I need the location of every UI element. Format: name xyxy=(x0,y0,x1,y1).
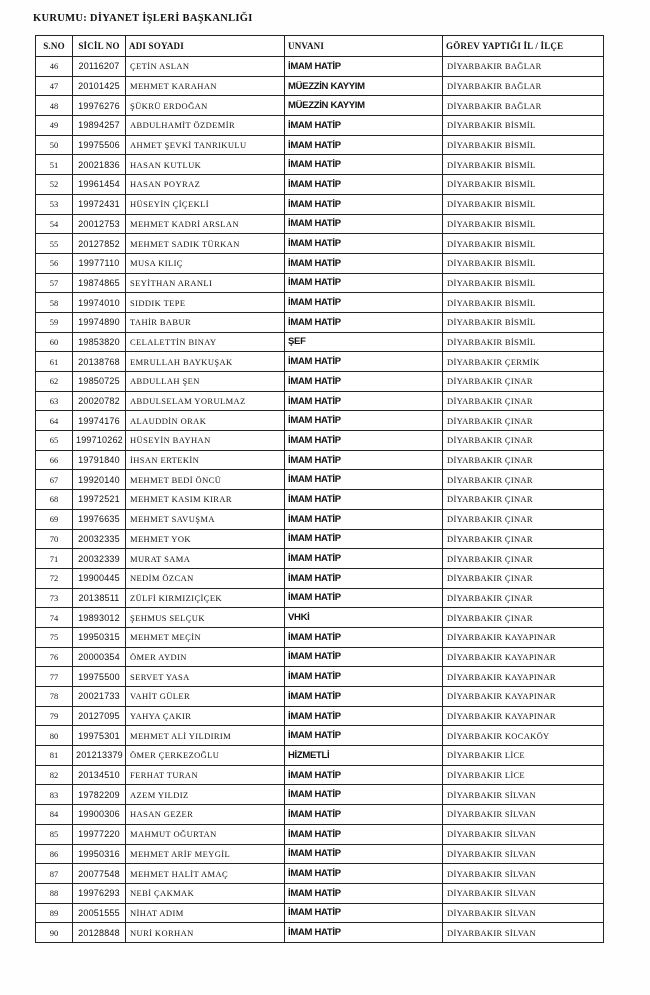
cell-adi-soyadi: MEHMET KARAHAN xyxy=(126,76,285,96)
cell-adi-soyadi: ABDULSELAM YORULMAZ xyxy=(126,391,285,411)
cell-sno: 71 xyxy=(36,549,73,569)
cell-adi-soyadi: MEHMET MEÇİN xyxy=(126,627,285,647)
table-row xyxy=(36,214,604,234)
cell-unvani: İMAM HATİP xyxy=(285,490,443,510)
cell-adi-soyadi: HÜSEYİN BAYHAN xyxy=(126,431,285,451)
cell-sicil-no: 19975506 xyxy=(73,135,126,155)
cell-sno: 62 xyxy=(36,372,73,392)
personnel-table-body xyxy=(36,57,604,943)
cell-sno: 64 xyxy=(36,411,73,431)
table-row xyxy=(36,529,604,549)
cell-gorev-il-ilce: DİYARBAKIR KAYAPINAR xyxy=(443,667,604,687)
cell-gorev-il-ilce: DİYARBAKIR BİSMİL xyxy=(443,214,604,234)
cell-gorev-il-ilce: DİYARBAKIR SİLVAN xyxy=(443,805,604,825)
cell-sno: 66 xyxy=(36,450,73,470)
cell-sicil-no: 19850725 xyxy=(73,372,126,392)
table-row xyxy=(36,293,604,313)
header-adi-soyadi: ADI SOYADI xyxy=(126,36,285,57)
cell-unvani: İMAM HATİP xyxy=(285,923,443,943)
cell-gorev-il-ilce: DİYARBAKIR BİSMİL xyxy=(443,273,604,293)
cell-sicil-no: 20138511 xyxy=(73,588,126,608)
cell-sno: 69 xyxy=(36,509,73,529)
cell-gorev-il-ilce: DİYARBAKIR SİLVAN xyxy=(443,785,604,805)
cell-gorev-il-ilce: DİYARBAKIR BİSMİL xyxy=(443,155,604,175)
cell-sicil-no: 19950315 xyxy=(73,627,126,647)
cell-adi-soyadi: HASAN KUTLUK xyxy=(126,155,285,175)
cell-gorev-il-ilce: DİYARBAKIR ÇINAR xyxy=(443,608,604,628)
table-row xyxy=(36,155,604,175)
cell-sno: 72 xyxy=(36,568,73,588)
cell-adi-soyadi: ABDULLAH ŞEN xyxy=(126,372,285,392)
cell-gorev-il-ilce: DİYARBAKIR ÇINAR xyxy=(443,391,604,411)
table-row xyxy=(36,234,604,254)
cell-gorev-il-ilce: DİYARBAKIR KAYAPINAR xyxy=(443,706,604,726)
cell-sno: 48 xyxy=(36,96,73,116)
cell-adi-soyadi: MEHMET HALİT AMAÇ xyxy=(126,864,285,884)
cell-unvani: İMAM HATİP xyxy=(285,844,443,864)
cell-sicil-no: 201213379 xyxy=(73,746,126,766)
cell-unvani: İMAM HATİP xyxy=(285,253,443,273)
cell-unvani: İMAM HATİP xyxy=(285,470,443,490)
header-row xyxy=(36,36,604,57)
cell-sicil-no: 19950316 xyxy=(73,844,126,864)
cell-unvani: İMAM HATİP xyxy=(285,293,443,313)
table-row xyxy=(36,883,604,903)
table-row xyxy=(36,372,604,392)
cell-unvani: İMAM HATİP xyxy=(285,549,443,569)
cell-sicil-no: 20020782 xyxy=(73,391,126,411)
cell-sicil-no: 19977220 xyxy=(73,824,126,844)
cell-unvani: İMAM HATİP xyxy=(285,765,443,785)
cell-sicil-no: 19976276 xyxy=(73,96,126,116)
cell-sno: 81 xyxy=(36,746,73,766)
table-row xyxy=(36,706,604,726)
cell-sicil-no: 19791840 xyxy=(73,450,126,470)
table-row xyxy=(36,726,604,746)
cell-unvani: MÜEZZİN KAYYIM xyxy=(285,96,443,116)
cell-sno: 56 xyxy=(36,253,73,273)
cell-adi-soyadi: SIDDIK TEPE xyxy=(126,293,285,313)
cell-gorev-il-ilce: DİYARBAKIR BİSMİL xyxy=(443,175,604,195)
cell-sicil-no: 19782209 xyxy=(73,785,126,805)
cell-unvani: İMAM HATİP xyxy=(285,824,443,844)
cell-sno: 52 xyxy=(36,175,73,195)
table-row xyxy=(36,746,604,766)
cell-sno: 83 xyxy=(36,785,73,805)
cell-gorev-il-ilce: DİYARBAKIR ÇINAR xyxy=(443,470,604,490)
cell-sno: 55 xyxy=(36,234,73,254)
header-unvani: UNVANI xyxy=(285,36,443,57)
cell-sno: 61 xyxy=(36,352,73,372)
cell-sno: 50 xyxy=(36,135,73,155)
cell-sicil-no: 19900306 xyxy=(73,805,126,825)
cell-gorev-il-ilce: DİYARBAKIR ÇINAR xyxy=(443,450,604,470)
cell-sicil-no: 20032339 xyxy=(73,549,126,569)
cell-adi-soyadi: CELALETTİN BINAY xyxy=(126,332,285,352)
cell-sicil-no: 19976293 xyxy=(73,883,126,903)
cell-unvani: İMAM HATİP xyxy=(285,155,443,175)
cell-unvani: İMAM HATİP xyxy=(285,687,443,707)
table-row xyxy=(36,687,604,707)
cell-sno: 85 xyxy=(36,824,73,844)
cell-unvani: İMAM HATİP xyxy=(285,431,443,451)
cell-adi-soyadi: ALAUDDİN ORAK xyxy=(126,411,285,431)
cell-sno: 77 xyxy=(36,667,73,687)
cell-sno: 58 xyxy=(36,293,73,313)
cell-sno: 53 xyxy=(36,194,73,214)
table-row xyxy=(36,352,604,372)
cell-unvani: İMAM HATİP xyxy=(285,903,443,923)
table-row xyxy=(36,667,604,687)
cell-sicil-no: 19894257 xyxy=(73,116,126,136)
cell-sicil-no: 19974176 xyxy=(73,411,126,431)
cell-unvani: İMAM HATİP xyxy=(285,194,443,214)
cell-unvani: İMAM HATİP xyxy=(285,627,443,647)
cell-adi-soyadi: MEHMET SADIK TÜRKAN xyxy=(126,234,285,254)
table-row xyxy=(36,608,604,628)
cell-sno: 46 xyxy=(36,57,73,77)
cell-gorev-il-ilce: DİYARBAKIR BAĞLAR xyxy=(443,96,604,116)
table-row xyxy=(36,588,604,608)
cell-sicil-no: 20138768 xyxy=(73,352,126,372)
cell-sicil-no: 20021733 xyxy=(73,687,126,707)
cell-sno: 49 xyxy=(36,116,73,136)
cell-sicil-no: 20116207 xyxy=(73,57,126,77)
cell-gorev-il-ilce: DİYARBAKIR BAĞLAR xyxy=(443,76,604,96)
cell-sicil-no: 19977110 xyxy=(73,253,126,273)
cell-sicil-no: 19900445 xyxy=(73,568,126,588)
cell-gorev-il-ilce: DİYARBAKIR SİLVAN xyxy=(443,923,604,943)
cell-sno: 74 xyxy=(36,608,73,628)
cell-adi-soyadi: MUSA KILIÇ xyxy=(126,253,285,273)
cell-sno: 75 xyxy=(36,627,73,647)
cell-sicil-no: 19920140 xyxy=(73,470,126,490)
table-row xyxy=(36,411,604,431)
table-row xyxy=(36,627,604,647)
cell-sicil-no: 19974890 xyxy=(73,312,126,332)
cell-gorev-il-ilce: DİYARBAKIR BİSMİL xyxy=(443,253,604,273)
cell-unvani: İMAM HATİP xyxy=(285,529,443,549)
cell-unvani: İMAM HATİP xyxy=(285,175,443,195)
cell-unvani: İMAM HATİP xyxy=(285,568,443,588)
cell-sno: 68 xyxy=(36,490,73,510)
cell-adi-soyadi: SEYİTHAN ARANLI xyxy=(126,273,285,293)
cell-gorev-il-ilce: DİYARBAKIR KAYAPINAR xyxy=(443,687,604,707)
cell-adi-soyadi: ŞÜKRÜ ERDOĞAN xyxy=(126,96,285,116)
cell-sno: 59 xyxy=(36,312,73,332)
cell-adi-soyadi: ÇETİN ASLAN xyxy=(126,57,285,77)
cell-gorev-il-ilce: DİYARBAKIR BİSMİL xyxy=(443,116,604,136)
table-row xyxy=(36,844,604,864)
cell-sno: 86 xyxy=(36,844,73,864)
cell-sicil-no: 19853820 xyxy=(73,332,126,352)
cell-sicil-no: 20077548 xyxy=(73,864,126,884)
cell-adi-soyadi: HASAN POYRAZ xyxy=(126,175,285,195)
cell-sicil-no: 20000354 xyxy=(73,647,126,667)
table-row xyxy=(36,568,604,588)
cell-unvani: İMAM HATİP xyxy=(285,647,443,667)
cell-unvani: İMAM HATİP xyxy=(285,450,443,470)
cell-unvani: İMAM HATİP xyxy=(285,135,443,155)
cell-adi-soyadi: NEBİ ÇAKMAK xyxy=(126,883,285,903)
table-row xyxy=(36,76,604,96)
cell-gorev-il-ilce: DİYARBAKIR BİSMİL xyxy=(443,135,604,155)
cell-gorev-il-ilce: DİYARBAKIR ÇINAR xyxy=(443,431,604,451)
table-row xyxy=(36,175,604,195)
cell-unvani: İMAM HATİP xyxy=(285,214,443,234)
cell-sicil-no: 20012753 xyxy=(73,214,126,234)
cell-sicil-no: 20101425 xyxy=(73,76,126,96)
table-row xyxy=(36,923,604,943)
table-row xyxy=(36,549,604,569)
cell-sicil-no: 20051555 xyxy=(73,903,126,923)
cell-adi-soyadi: MAHMUT OĞURTAN xyxy=(126,824,285,844)
cell-adi-soyadi: ÖMER AYDIN xyxy=(126,647,285,667)
cell-gorev-il-ilce: DİYARBAKIR ÇINAR xyxy=(443,549,604,569)
cell-gorev-il-ilce: DİYARBAKIR ÇINAR xyxy=(443,588,604,608)
cell-sno: 73 xyxy=(36,588,73,608)
cell-sicil-no: 19874865 xyxy=(73,273,126,293)
personnel-table-header xyxy=(36,36,604,57)
cell-sno: 51 xyxy=(36,155,73,175)
cell-sno: 60 xyxy=(36,332,73,352)
cell-unvani: İMAM HATİP xyxy=(285,116,443,136)
cell-sno: 65 xyxy=(36,431,73,451)
cell-sno: 84 xyxy=(36,805,73,825)
table-row xyxy=(36,312,604,332)
cell-sicil-no: 19972521 xyxy=(73,490,126,510)
cell-unvani: İMAM HATİP xyxy=(285,509,443,529)
table-row xyxy=(36,470,604,490)
cell-adi-soyadi: AHMET ŞEVKİ TANRIKULU xyxy=(126,135,285,155)
cell-gorev-il-ilce: DİYARBAKIR BİSMİL xyxy=(443,293,604,313)
cell-sicil-no: 20127852 xyxy=(73,234,126,254)
cell-adi-soyadi: HASAN GEZER xyxy=(126,805,285,825)
header-sicil-no: SİCİL NO xyxy=(73,36,126,57)
cell-gorev-il-ilce: DİYARBAKIR ÇERMİK xyxy=(443,352,604,372)
cell-unvani: İMAM HATİP xyxy=(285,667,443,687)
cell-adi-soyadi: HÜSEYİN ÇİÇEKLİ xyxy=(126,194,285,214)
table-row xyxy=(36,785,604,805)
table-row xyxy=(36,116,604,136)
cell-sno: 88 xyxy=(36,883,73,903)
cell-sno: 82 xyxy=(36,765,73,785)
cell-gorev-il-ilce: DİYARBAKIR SİLVAN xyxy=(443,903,604,923)
cell-gorev-il-ilce: DİYARBAKIR ÇINAR xyxy=(443,568,604,588)
cell-gorev-il-ilce: DİYARBAKIR LİCE xyxy=(443,765,604,785)
cell-adi-soyadi: MEHMET ALİ YILDIRIM xyxy=(126,726,285,746)
table-row xyxy=(36,903,604,923)
cell-adi-soyadi: NEDİM ÖZCAN xyxy=(126,568,285,588)
cell-unvani: İMAM HATİP xyxy=(285,883,443,903)
cell-sno: 78 xyxy=(36,687,73,707)
cell-sicil-no: 20127095 xyxy=(73,706,126,726)
cell-adi-soyadi: MEHMET BEDİ ÖNCÜ xyxy=(126,470,285,490)
cell-adi-soyadi: SERVET YASA xyxy=(126,667,285,687)
cell-adi-soyadi: YAHYA ÇAKIR xyxy=(126,706,285,726)
cell-sicil-no: 20021836 xyxy=(73,155,126,175)
cell-unvani: MÜEZZİN KAYYIM xyxy=(285,76,443,96)
cell-adi-soyadi: MEHMET YOK xyxy=(126,529,285,549)
cell-gorev-il-ilce: DİYARBAKIR BAĞLAR xyxy=(443,57,604,77)
cell-unvani: İMAM HATİP xyxy=(285,706,443,726)
cell-unvani: İMAM HATİP xyxy=(285,411,443,431)
cell-gorev-il-ilce: DİYARBAKIR BİSMİL xyxy=(443,332,604,352)
table-row xyxy=(36,391,604,411)
cell-sno: 80 xyxy=(36,726,73,746)
cell-sno: 76 xyxy=(36,647,73,667)
cell-unvani: İMAM HATİP xyxy=(285,234,443,254)
personnel-table xyxy=(35,35,604,943)
cell-adi-soyadi: MEHMET KASIM KIRAR xyxy=(126,490,285,510)
cell-sno: 54 xyxy=(36,214,73,234)
cell-unvani: İMAM HATİP xyxy=(285,352,443,372)
cell-adi-soyadi: NİHAT ADIM xyxy=(126,903,285,923)
cell-adi-soyadi: MEHMET SAVUŞMA xyxy=(126,509,285,529)
cell-gorev-il-ilce: DİYARBAKIR ÇINAR xyxy=(443,509,604,529)
table-row xyxy=(36,765,604,785)
table-row xyxy=(36,135,604,155)
cell-sicil-no: 20134510 xyxy=(73,765,126,785)
cell-sno: 70 xyxy=(36,529,73,549)
cell-adi-soyadi: VAHİT GÜLER xyxy=(126,687,285,707)
cell-adi-soyadi: MURAT SAMA xyxy=(126,549,285,569)
cell-adi-soyadi: İHSAN ERTEKİN xyxy=(126,450,285,470)
table-row xyxy=(36,647,604,667)
cell-gorev-il-ilce: DİYARBAKIR KAYAPINAR xyxy=(443,627,604,647)
cell-unvani: İMAM HATİP xyxy=(285,372,443,392)
cell-unvani: İMAM HATİP xyxy=(285,273,443,293)
cell-gorev-il-ilce: DİYARBAKIR BİSMİL xyxy=(443,312,604,332)
cell-unvani: İMAM HATİP xyxy=(285,864,443,884)
cell-sno: 47 xyxy=(36,76,73,96)
header-gorev-il-ilce: GÖREV YAPTIĞI İL / İLÇE xyxy=(443,36,604,57)
table-row xyxy=(36,509,604,529)
table-row xyxy=(36,332,604,352)
cell-sicil-no: 19975500 xyxy=(73,667,126,687)
cell-gorev-il-ilce: DİYARBAKIR SİLVAN xyxy=(443,883,604,903)
cell-unvani: İMAM HATİP xyxy=(285,785,443,805)
cell-sicil-no: 19974010 xyxy=(73,293,126,313)
cell-adi-soyadi: ŞEHMUS SELÇUK xyxy=(126,608,285,628)
cell-sicil-no: 19972431 xyxy=(73,194,126,214)
table-row xyxy=(36,805,604,825)
cell-sicil-no: 19961454 xyxy=(73,175,126,195)
cell-adi-soyadi: ÖMER ÇERKEZOĞLU xyxy=(126,746,285,766)
cell-sno: 57 xyxy=(36,273,73,293)
cell-sno: 87 xyxy=(36,864,73,884)
header-sno: S.NO xyxy=(36,36,73,57)
cell-sicil-no: 20128848 xyxy=(73,923,126,943)
kurum-title: KURUMU: DİYANET İŞLERİ BAŞKANLIĞI xyxy=(33,13,253,24)
cell-unvani: İMAM HATİP xyxy=(285,805,443,825)
cell-sno: 63 xyxy=(36,391,73,411)
cell-unvani: İMAM HATİP xyxy=(285,391,443,411)
cell-sno: 67 xyxy=(36,470,73,490)
cell-adi-soyadi: NURİ KORHAN xyxy=(126,923,285,943)
cell-sicil-no: 20032335 xyxy=(73,529,126,549)
cell-adi-soyadi: FERHAT TURAN xyxy=(126,765,285,785)
cell-adi-soyadi: EMRULLAH BAYKUŞAK xyxy=(126,352,285,372)
cell-gorev-il-ilce: DİYARBAKIR BİSMİL xyxy=(443,234,604,254)
cell-sno: 89 xyxy=(36,903,73,923)
cell-gorev-il-ilce: DİYARBAKIR BİSMİL xyxy=(443,194,604,214)
cell-sicil-no: 19975301 xyxy=(73,726,126,746)
cell-unvani: İMAM HATİP xyxy=(285,312,443,332)
cell-sno: 90 xyxy=(36,923,73,943)
table-row xyxy=(36,824,604,844)
cell-gorev-il-ilce: DİYARBAKIR SİLVAN xyxy=(443,864,604,884)
cell-gorev-il-ilce: DİYARBAKIR ÇINAR xyxy=(443,372,604,392)
table-row xyxy=(36,450,604,470)
cell-sicil-no: 199710262 xyxy=(73,431,126,451)
cell-gorev-il-ilce: DİYARBAKIR SİLVAN xyxy=(443,844,604,864)
cell-adi-soyadi: ZÜLFİ KIRMIZIÇİÇEK xyxy=(126,588,285,608)
cell-adi-soyadi: AZEM YILDIZ xyxy=(126,785,285,805)
cell-adi-soyadi: MEHMET ARİF MEYGİL xyxy=(126,844,285,864)
cell-gorev-il-ilce: DİYARBAKIR ÇINAR xyxy=(443,529,604,549)
table-row xyxy=(36,96,604,116)
cell-sicil-no: 19976635 xyxy=(73,509,126,529)
cell-sno: 79 xyxy=(36,706,73,726)
cell-gorev-il-ilce: DİYARBAKIR ÇINAR xyxy=(443,411,604,431)
cell-sicil-no: 19893012 xyxy=(73,608,126,628)
table-row xyxy=(36,273,604,293)
cell-unvani: İMAM HATİP xyxy=(285,588,443,608)
cell-gorev-il-ilce: DİYARBAKIR KOCAKÖY xyxy=(443,726,604,746)
table-row xyxy=(36,57,604,77)
cell-adi-soyadi: TAHİR BABUR xyxy=(126,312,285,332)
cell-unvani: İMAM HATİP xyxy=(285,726,443,746)
cell-unvani: HİZMETLİ xyxy=(285,746,443,766)
table-row xyxy=(36,253,604,273)
cell-unvani: ŞEF xyxy=(285,332,443,352)
table-row xyxy=(36,431,604,451)
table-row xyxy=(36,194,604,214)
cell-unvani: VHKİ xyxy=(285,608,443,628)
table-row xyxy=(36,864,604,884)
cell-gorev-il-ilce: DİYARBAKIR SİLVAN xyxy=(443,824,604,844)
cell-gorev-il-ilce: DİYARBAKIR KAYAPINAR xyxy=(443,647,604,667)
cell-gorev-il-ilce: DİYARBAKIR ÇINAR xyxy=(443,490,604,510)
cell-adi-soyadi: ABDULHAMİT ÖZDEMİR xyxy=(126,116,285,136)
cell-gorev-il-ilce: DİYARBAKIR LİCE xyxy=(443,746,604,766)
cell-unvani: İMAM HATİP xyxy=(285,57,443,77)
table-row xyxy=(36,490,604,510)
cell-adi-soyadi: MEHMET KADRİ ARSLAN xyxy=(126,214,285,234)
